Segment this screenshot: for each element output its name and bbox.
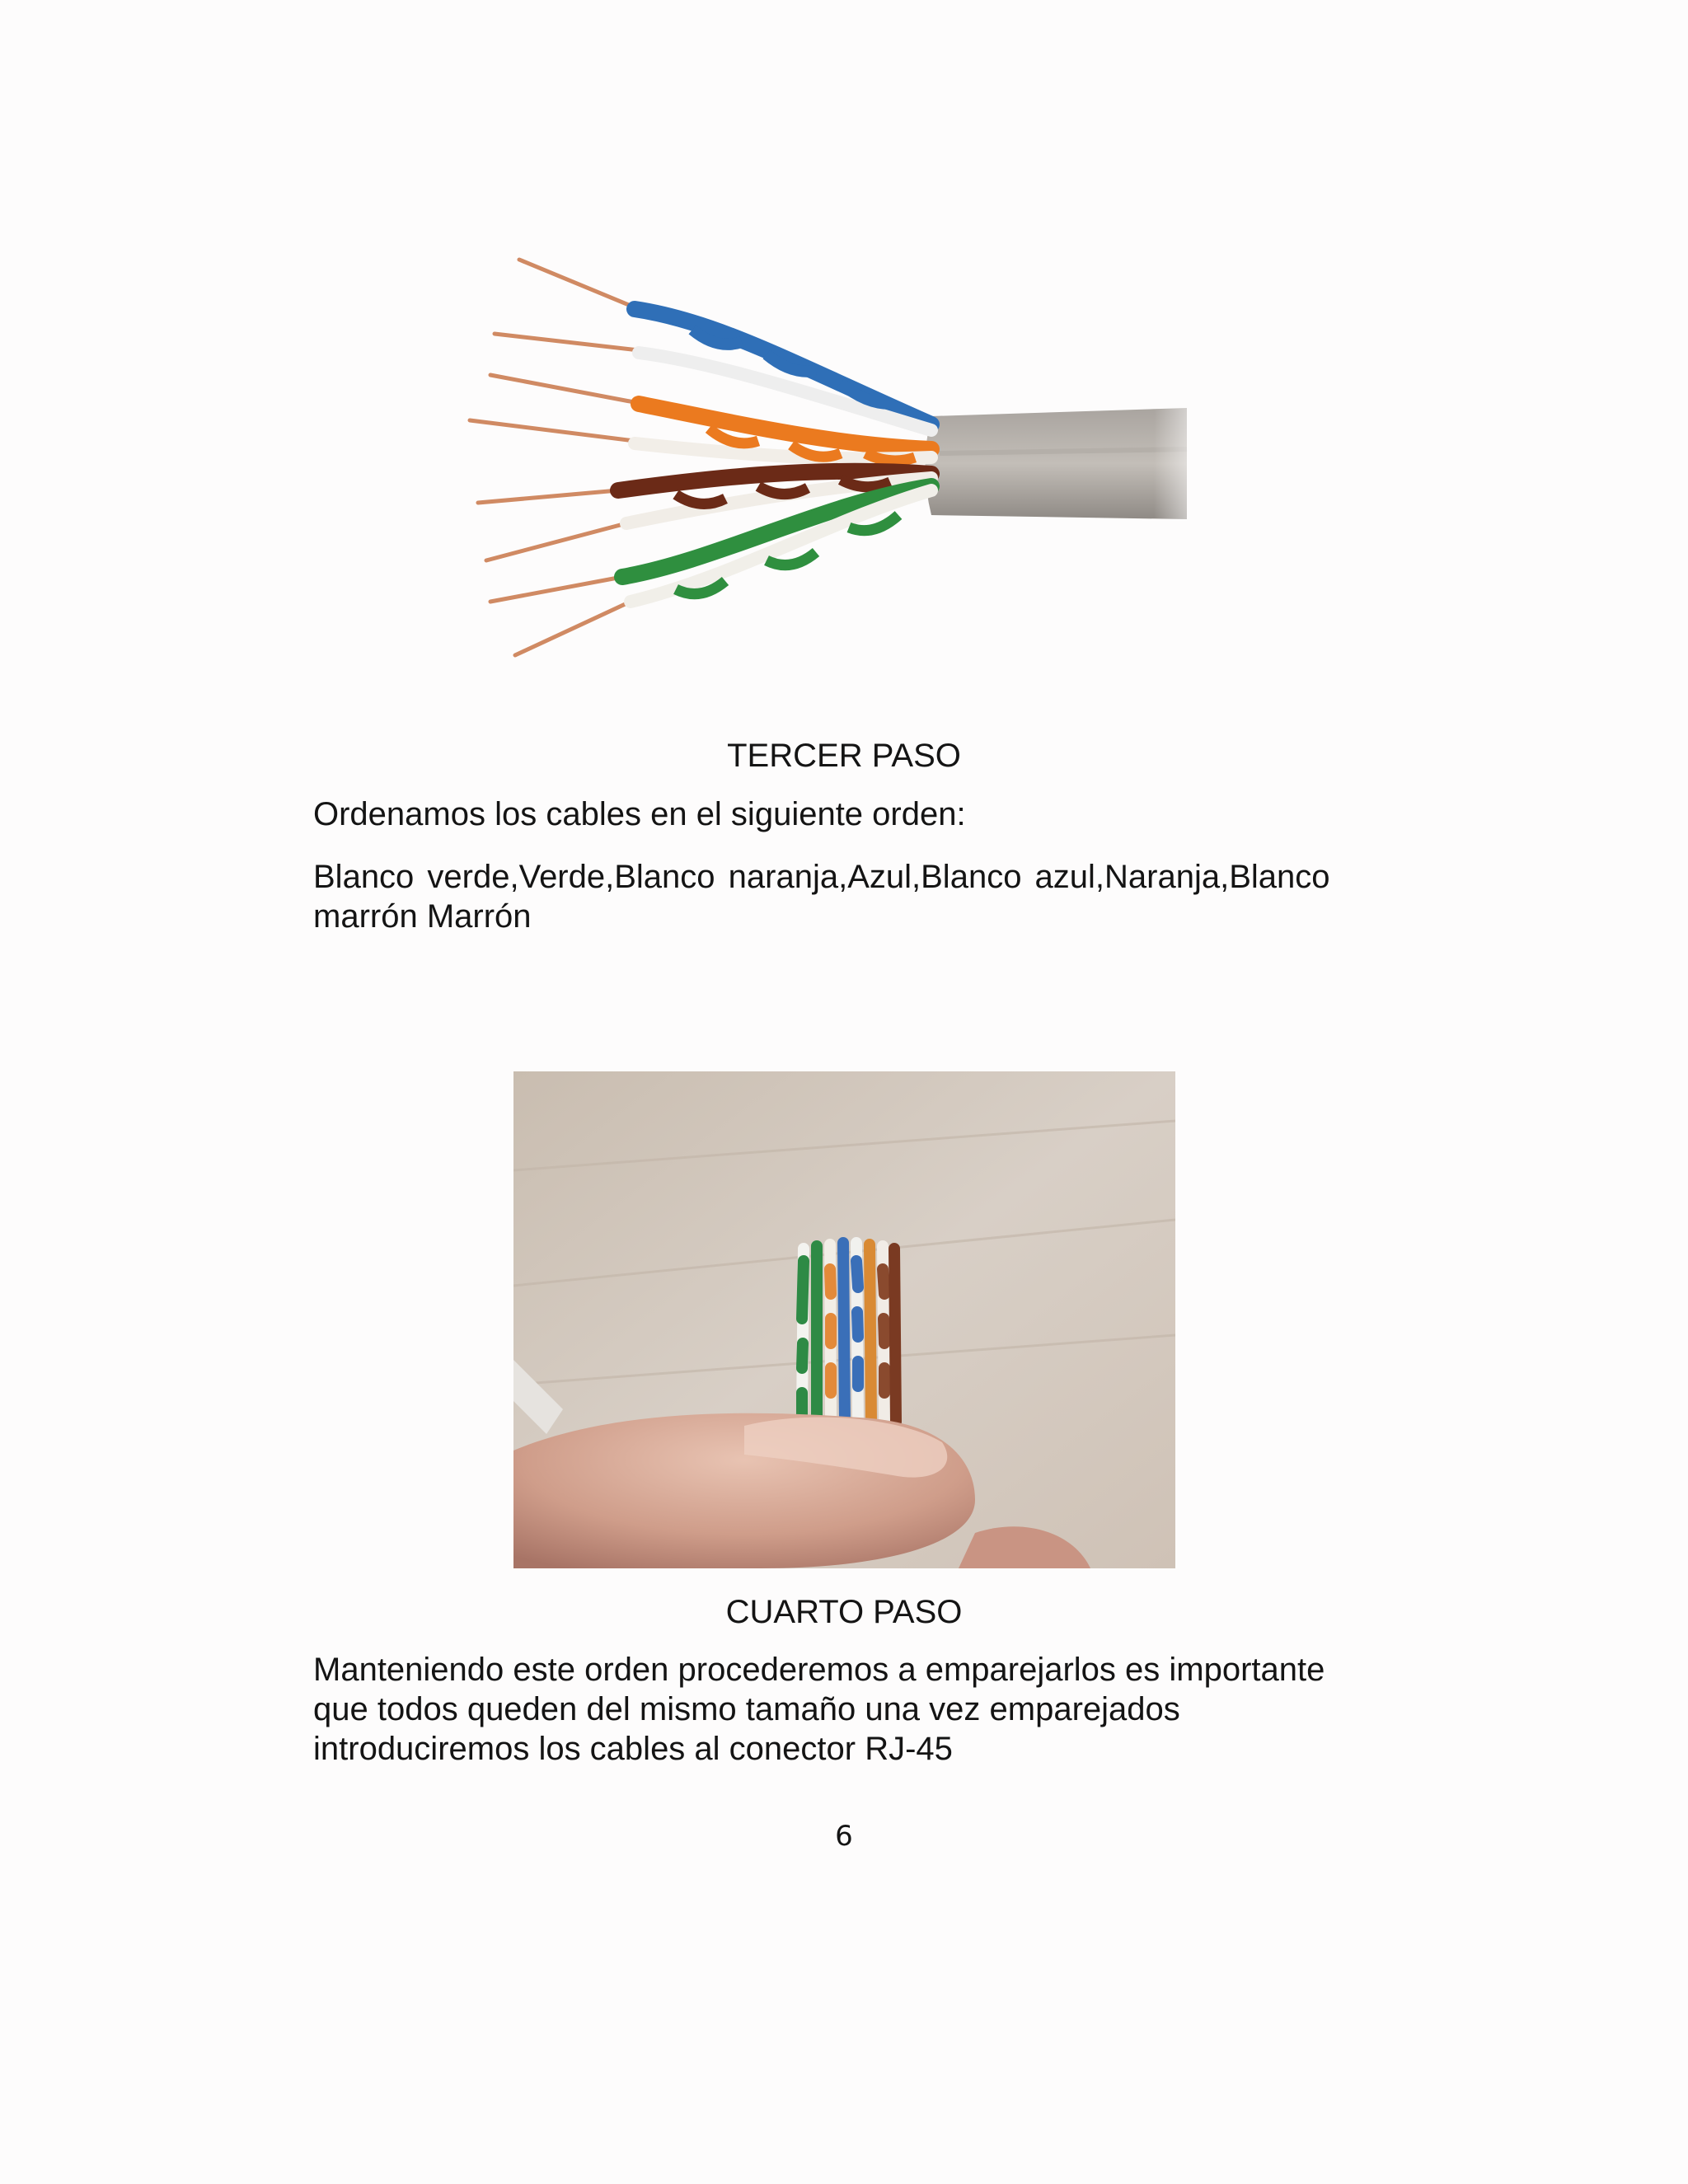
step4-text-line3: introduciremos los cables al conector RJ-45 bbox=[313, 1731, 953, 1767]
step3-color-order-line2: marrón Marrón bbox=[313, 898, 532, 935]
ordered-wires-photo bbox=[513, 1071, 1175, 1568]
step3-title: TERCER PASO bbox=[727, 738, 961, 774]
step3-color-order-line1: Blanco verde,Verde,Blanco naranja,Azul,Blanco azul,Naranja,Blanco bbox=[313, 859, 1330, 895]
step3-intro: Ordenamos los cables en el siguiente orden: bbox=[313, 796, 966, 832]
page-number: 6 bbox=[835, 1820, 853, 1853]
step4-text-line1: Manteniendo este orden procederemos a emparejarlos es importante bbox=[313, 1652, 1325, 1688]
step4-title: CUARTO PASO bbox=[725, 1594, 963, 1630]
utp-cable-photo bbox=[445, 239, 1220, 701]
step4-text-line2: que todos queden del mismo tamaño una vez emparejados bbox=[313, 1691, 1180, 1727]
